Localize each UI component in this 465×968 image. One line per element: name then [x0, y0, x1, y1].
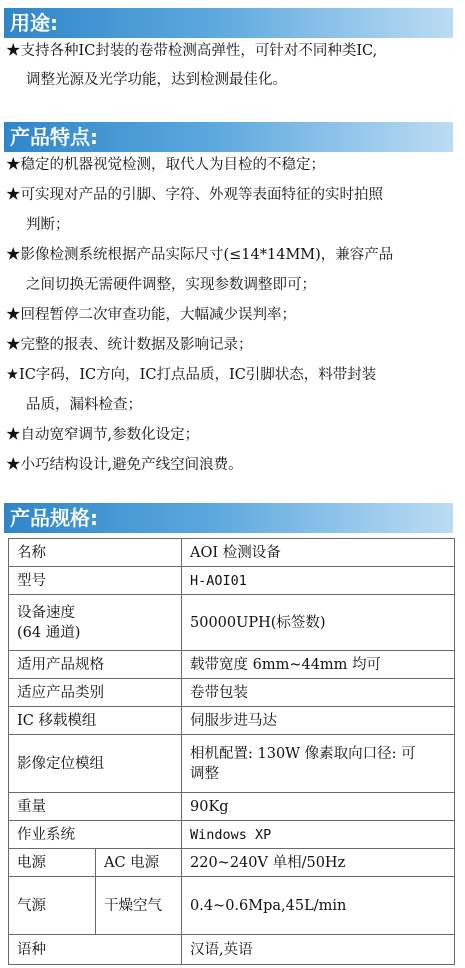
- feature-line: 品质，漏料检查；: [26, 397, 142, 413]
- feature-line: ★稳定的机器视觉检测，取代人为目检的不稳定；: [6, 157, 325, 173]
- spec-row-power: [9, 849, 455, 877]
- spec-row-transfer: [9, 707, 455, 735]
- spec-label-line: 设备速度: [17, 604, 75, 621]
- spec-label: [9, 595, 182, 651]
- spec-value: 卷带包装: [182, 679, 455, 707]
- feature-line: ★影像检测系统根据产品实际尺寸(≤14*14MM)，兼容产品: [6, 247, 394, 263]
- spec-label: 影像定位模组: [9, 735, 182, 793]
- spec-label: IC 移载模组: [9, 707, 182, 735]
- spec-label: 适应产品类别: [9, 679, 182, 707]
- spec-value: 50000UPH(标签数): [182, 595, 455, 651]
- spec-row-language: [9, 935, 455, 965]
- spec-label: 型号: [9, 567, 182, 595]
- spec-label: 语种: [9, 935, 182, 965]
- spec-label: 气源: [9, 877, 96, 935]
- spec-sublabel: AC 电源: [96, 849, 182, 877]
- spec-value: 90Kg: [182, 793, 455, 821]
- section-header-usage: 用途:: [4, 8, 453, 38]
- spec-label: 电源: [9, 849, 96, 877]
- spec-value-line: 相机配置: 130W 像素取向口径: 可: [190, 745, 416, 762]
- spec-sublabel: 干燥空气: [96, 877, 182, 935]
- spec-row-imaging: [9, 735, 455, 793]
- spec-label: 适用产品规格: [9, 651, 182, 679]
- spec-row-os: [9, 821, 455, 849]
- spec-value: AOI 检测设备: [182, 539, 455, 567]
- spec-label: 重量: [9, 793, 182, 821]
- spec-row-weight: [9, 793, 455, 821]
- spec-value: 伺服步进马达: [182, 707, 455, 735]
- feature-line: ★回程暂停二次审查功能，大幅减少误判率；: [6, 307, 296, 323]
- spec-value: 220~240V 单相/50Hz: [182, 849, 455, 877]
- feature-line: ★小巧结构设计,避免产线空间浪费。: [6, 457, 243, 473]
- spec-value: 0.4~0.6Mpa,45L/min: [182, 877, 455, 935]
- spec-value: Windows XP: [182, 821, 455, 849]
- feature-line: 判断；: [26, 217, 70, 233]
- feature-line: ★自动宽窄调节,参数化设定；: [6, 427, 200, 443]
- usage-line: ★支持各种IC封装的卷带检测高弹性，可针对不同种类IC,: [6, 43, 378, 59]
- spec-value: H-AOI01: [182, 567, 455, 595]
- spec-value: 汉语,英语: [182, 935, 455, 965]
- spec-row-model: [9, 567, 455, 595]
- feature-line: ★IC字码，IC方向，IC打点品质，IC引脚状态，料带封装: [6, 367, 377, 383]
- spec-row-speed: [9, 595, 455, 651]
- section-header-features: 产品特点:: [4, 122, 453, 152]
- spec-row-name: [9, 539, 455, 567]
- feature-line: 之间切换无需硬件调整，实现参数调整即可；: [26, 277, 316, 293]
- feature-line: ★可实现对产品的引脚、字符、外观等表面特征的实时拍照: [6, 187, 383, 203]
- spec-label: 名称: [9, 539, 182, 567]
- feature-line: ★完整的报表、统计数据及影响记录；: [6, 337, 253, 353]
- spec-value-line: 调整: [190, 765, 219, 782]
- spec-table: [8, 538, 455, 965]
- spec-label: 作业系统: [9, 821, 182, 849]
- spec-row-size: [9, 651, 455, 679]
- spec-value: [182, 735, 455, 793]
- spec-value: 载带宽度 6mm~44mm 均可: [182, 651, 455, 679]
- spec-row-type: [9, 679, 455, 707]
- usage-line: 调整光源及光学功能，达到检测最佳化。: [26, 72, 287, 88]
- section-header-specs: 产品规格:: [4, 503, 453, 533]
- spec-label-line: (64 通道): [17, 624, 81, 641]
- spec-row-air: [9, 877, 455, 935]
